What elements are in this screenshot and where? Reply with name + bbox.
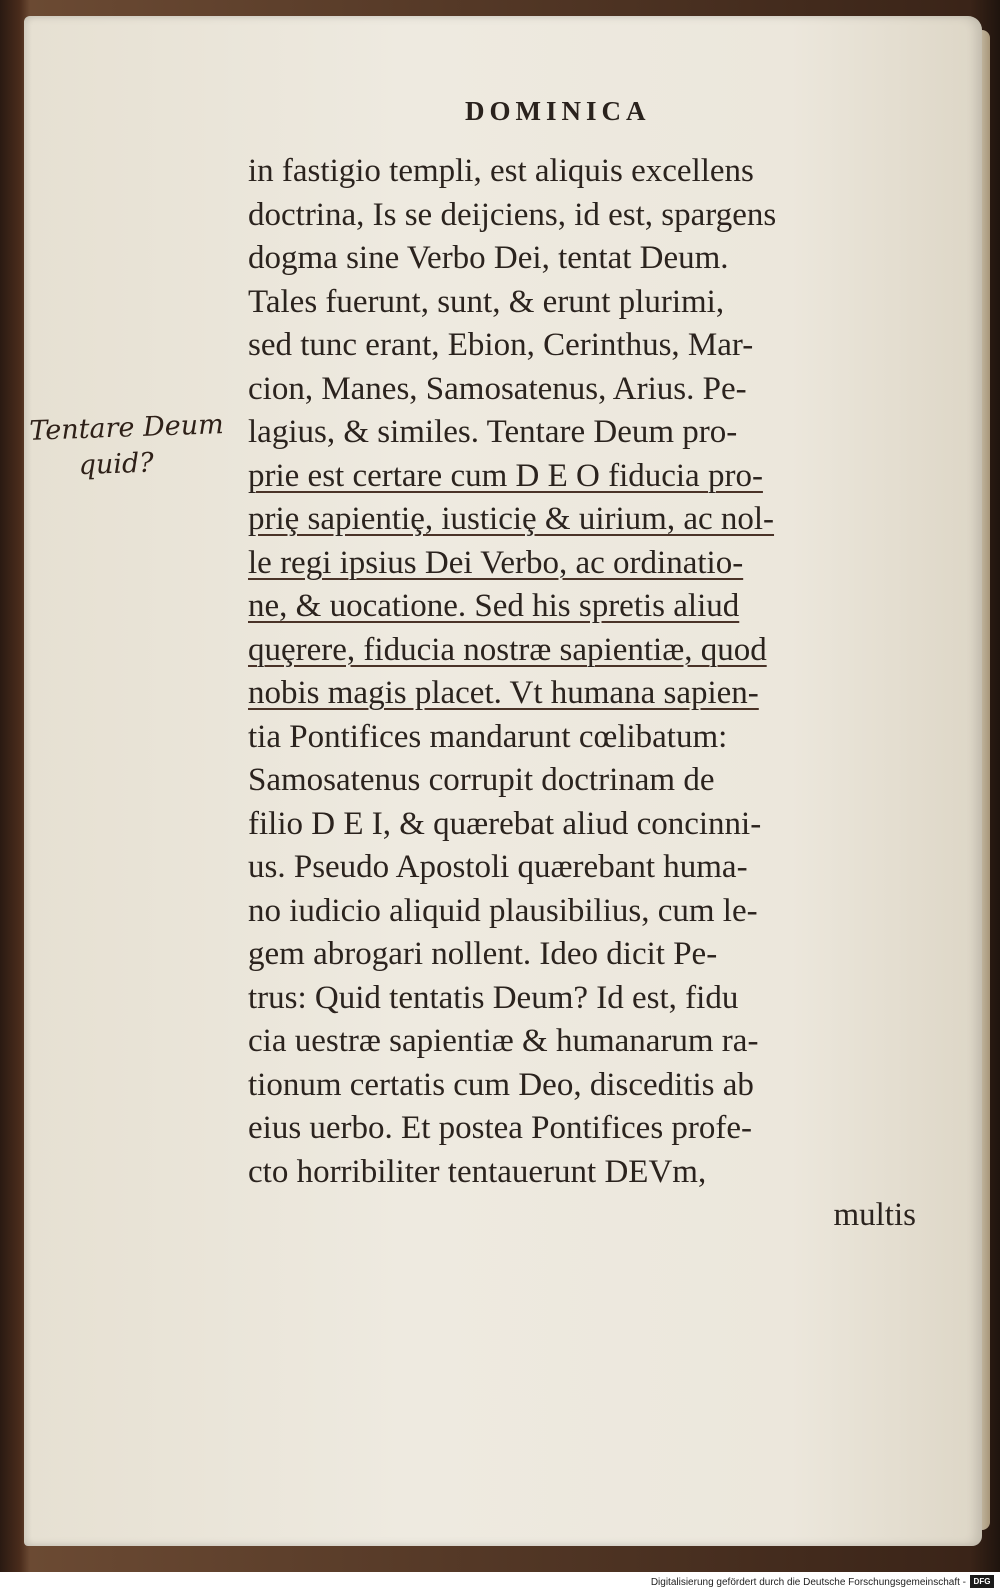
text-line: lagius, & similes. Tentare Deum pro- <box>248 414 738 450</box>
text-line: cia uestræ sapientiæ & humanarum ra- <box>248 1023 759 1059</box>
text-line: cion, Manes, Samosatenus, Arius. Pe- <box>248 370 747 407</box>
underlined-passage: prie est certare cum D E O fiducia pro- <box>248 457 763 494</box>
text-line: gem abrogari nollent. Ideo dicit Pe- <box>248 936 718 972</box>
text-line: tia Pontifices mandarunt cœlibatum: <box>248 718 728 755</box>
text-line-underlined <box>248 498 916 542</box>
text-line: cto horribiliter tentauerunt DEVm, <box>248 1153 707 1190</box>
text-line: doctrina, Is se deijciens, id est, spargens <box>248 196 777 233</box>
text-line: eius uerbo. Et postea Pontifices profe- <box>248 1110 753 1146</box>
underlined-passage: nobis magis placet. Vt humana sapien- <box>248 675 759 711</box>
text-line: in fastigio templi, est aliquis excellens <box>248 153 754 189</box>
text-line: Tales fuerunt, sunt, & erunt plurimi, <box>248 283 725 320</box>
text-line: tionum certatis cum Deo, disceditis ab <box>248 1066 754 1103</box>
text-line-underlined <box>248 542 916 586</box>
body-text <box>248 150 916 1238</box>
running-head: DOMINICA <box>465 96 651 126</box>
underlined-passage: quȩrere, fiducia nostræ sapientiæ, quod <box>248 631 767 668</box>
catchword: multis <box>833 1197 916 1233</box>
text-line: us. Pseudo Apostoli quærebant huma- <box>248 849 748 885</box>
text-line: Samosatenus corrupit doctrinam de <box>248 762 715 798</box>
marginal-note-line-2: quid? <box>78 447 155 482</box>
underlined-passage: le regi ipsius Dei Verbo, ac ordinatio- <box>248 544 744 581</box>
text-line-underlined <box>248 455 916 499</box>
text-line-underlined <box>248 629 916 673</box>
dfg-logo-icon: DFG <box>970 1575 994 1588</box>
text-line: filio D E I, & quærebat aliud concinni- <box>248 805 762 842</box>
underlined-passage: ne, & uocatione. Sed his spretis aliud <box>248 588 740 624</box>
text-line: no iudicio aliquid plausibilius, cum le- <box>248 892 758 929</box>
handwritten-marginal-note <box>29 406 251 486</box>
marginal-note-line-1: Tentare Deum <box>28 409 225 447</box>
text-line: sed tunc erant, Ebion, Cerinthus, Mar- <box>248 327 754 363</box>
funding-note: Digitalisierung gefördert durch die Deutsche Forschungsgemeinschaft - <box>650 1577 966 1588</box>
underlined-passage: priȩ sapientiȩ, iusticiȩ & uirium, ac nol- <box>248 501 775 537</box>
text-line-underlined <box>248 672 916 716</box>
text-line-underlined <box>248 585 916 629</box>
text-line: trus: Quid tentatis Deum? Id est, fidu <box>248 979 739 1016</box>
text-line: dogma sine Verbo Dei, tentat Deum. <box>248 240 729 276</box>
